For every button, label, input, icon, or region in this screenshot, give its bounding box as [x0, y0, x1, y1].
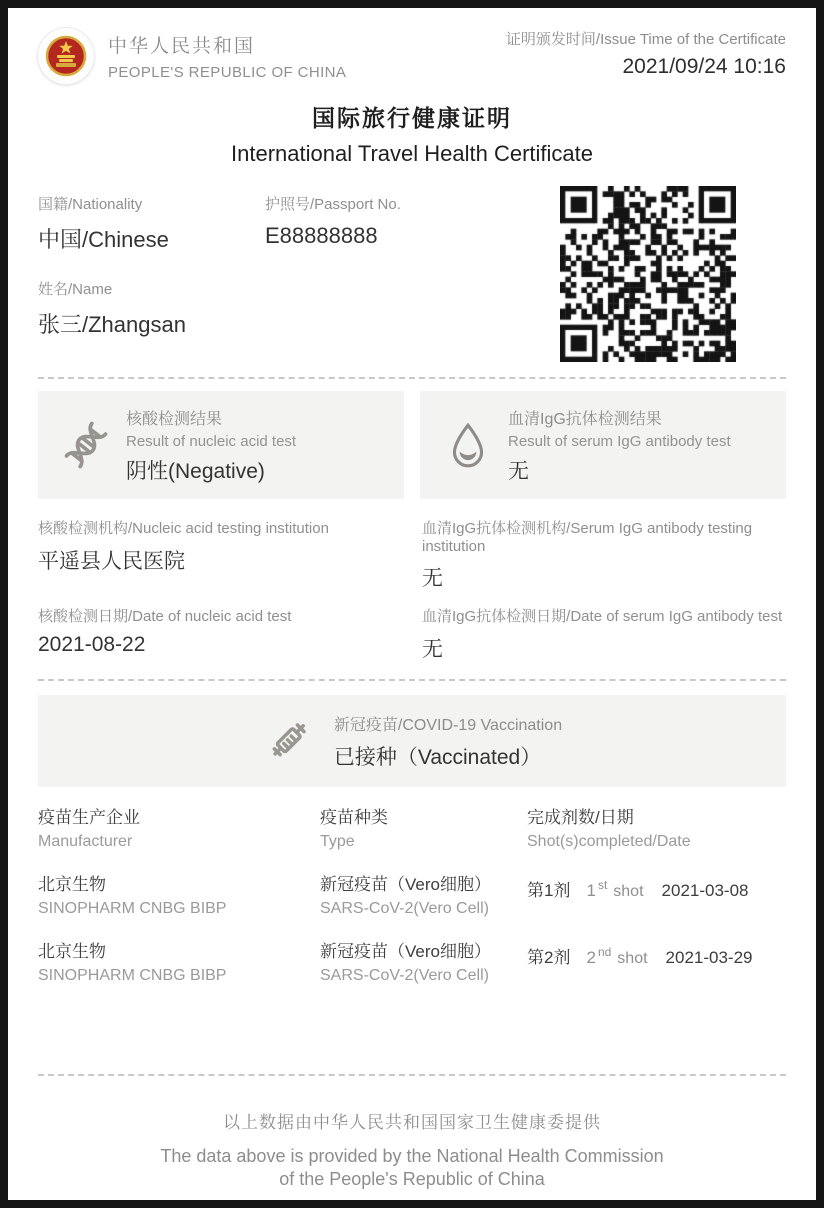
- row2-dose-word: shot: [617, 950, 648, 967]
- country-name: [108, 31, 346, 81]
- country-name-zh: 中华人民共和国: [108, 36, 256, 57]
- page-title: [38, 100, 786, 167]
- serum-institution-label: 血清IgG抗体检测机构/Serum IgG antibody testing institution: [422, 520, 753, 555]
- row2-type-en: SARS-CoV-2(Vero Cell): [320, 967, 489, 984]
- serum-date-value: 无: [422, 638, 443, 661]
- vaccination-title: 新冠疫苗/COVID-19 Vaccination: [333, 716, 563, 734]
- type-header-en: Type: [320, 833, 355, 850]
- row2-dose-number: 2: [586, 948, 596, 967]
- nucleic-institution-value: 平遥县人民医院: [38, 550, 185, 573]
- nucleic-date-label: 核酸检测日期/Date of nucleic acid test: [38, 608, 292, 625]
- nationality-field: [38, 193, 265, 254]
- serum-antibody-title-zh: 血清IgG抗体检测结果: [508, 410, 662, 428]
- vaccination-status-card: [38, 695, 786, 787]
- page-title-zh: 国际旅行健康证明: [312, 105, 512, 131]
- table-row-1-type: [320, 870, 527, 918]
- serum-institution-field: [422, 517, 786, 592]
- footer: [38, 1074, 786, 1190]
- issue-time: [506, 28, 786, 79]
- vaccination-table: [38, 803, 786, 985]
- nationality-value: 中国/Chinese: [38, 227, 169, 252]
- page-title-en: International Travel Health Certificate: [231, 141, 593, 166]
- name-label: 姓名/Name: [38, 281, 113, 298]
- row1-dose-ordinal-suffix: st: [597, 878, 608, 892]
- footer-provider-en-line1: The data above is provided by the National Health Commission: [160, 1146, 664, 1166]
- serum-antibody-result-value: 无: [508, 459, 529, 483]
- vaccination-status-value: 已接种（Vaccinated）: [333, 745, 542, 769]
- serum-antibody-title-en: Result of serum IgG antibody test: [508, 432, 731, 450]
- table-row-2-type: [320, 937, 527, 985]
- nucleic-institution-field: [38, 517, 422, 592]
- row1-dose-word: shot: [613, 883, 644, 900]
- serum-date-field: [422, 605, 786, 663]
- row1-manufacturer-en: SINOPHARM CNBG BIBP: [38, 900, 227, 917]
- header-left: [38, 28, 346, 84]
- row2-dose-ordinal-suffix: nd: [597, 945, 612, 959]
- row1-type-zh: 新冠疫苗（Vero细胞）: [320, 875, 491, 894]
- row1-dose-zh: 第1剂: [527, 881, 571, 900]
- row2-dose-date: 2021-03-29: [665, 948, 753, 967]
- passport-label: 护照号/Passport No.: [265, 196, 401, 213]
- table-row-2-shot: [527, 943, 786, 985]
- issue-time-label: 证明颁发时间/Issue Time of the Certificate: [505, 31, 786, 48]
- china-national-emblem-icon: [38, 28, 94, 84]
- qr-code: [560, 186, 736, 362]
- name-value: 张三/Zhangsan: [38, 312, 186, 337]
- test-result-cards: [38, 391, 786, 499]
- row2-manufacturer-en: SINOPHARM CNBG BIBP: [38, 967, 227, 984]
- nucleic-date-value: 2021-08-22: [38, 633, 146, 656]
- nationality-label: 国籍/Nationality: [38, 196, 143, 213]
- passport-value: E88888888: [265, 223, 378, 248]
- column-header-manufacturer: [38, 803, 320, 851]
- row2-dose-zh: 第2剂: [527, 948, 571, 967]
- issue-time-value: 2021/09/24 10:16: [622, 55, 786, 78]
- certificate-content: [8, 8, 816, 1200]
- nucleic-acid-result-value: 阴性(Negative): [126, 459, 265, 483]
- row2-manufacturer-zh: 北京生物: [38, 942, 106, 961]
- footer-provider-en: [38, 1145, 786, 1190]
- shots-header-zh: 完成剂数/日期: [527, 808, 634, 827]
- column-header-type: [320, 803, 527, 851]
- manufacturer-header-zh: 疫苗生产企业: [38, 808, 140, 827]
- serum-antibody-result-card: [420, 391, 786, 499]
- header: [38, 28, 786, 84]
- vaccination-status-text: [334, 712, 562, 771]
- nucleic-acid-title-zh: 核酸检测结果: [126, 410, 223, 428]
- row1-manufacturer-zh: 北京生物: [38, 875, 106, 894]
- row1-dose-number: 1: [586, 881, 596, 900]
- test-details-grid: [38, 517, 786, 663]
- table-row-2-manufacturer: [38, 937, 320, 985]
- dna-icon: [54, 416, 118, 474]
- syringe-icon: [262, 711, 318, 772]
- serum-antibody-result-text: [508, 406, 731, 485]
- row1-dose-date: 2021-03-08: [661, 881, 749, 900]
- nucleic-acid-title-en: Result of nucleic acid test: [126, 432, 297, 450]
- type-header-zh: 疫苗种类: [320, 808, 388, 827]
- nucleic-acid-result-text: [126, 406, 296, 485]
- passport-field: [265, 193, 401, 254]
- footer-provider-en-line2: of the People's Republic of China: [279, 1168, 545, 1189]
- footer-provider-zh: 以上数据由中华人民共和国国家卫生健康委提供: [223, 1113, 601, 1132]
- blood-drop-icon: [436, 417, 500, 473]
- row2-type-zh: 新冠疫苗（Vero细胞）: [320, 942, 491, 961]
- qr-code-container: [560, 186, 736, 362]
- dashed-divider-bottom: [38, 1074, 786, 1076]
- nucleic-acid-result-card: [38, 391, 404, 499]
- row1-type-en: SARS-CoV-2(Vero Cell): [320, 900, 489, 917]
- country-name-en: PEOPLE'S REPUBLIC OF CHINA: [108, 64, 347, 81]
- table-row-1-shot: [527, 876, 786, 918]
- dashed-divider-top: [38, 377, 786, 379]
- shots-header-en: Shot(s)completed/Date: [527, 833, 691, 850]
- table-row-1-manufacturer: [38, 870, 320, 918]
- nucleic-date-field: [38, 605, 422, 663]
- dashed-divider-middle: [38, 679, 786, 681]
- serum-date-label: 血清IgG抗体检测日期/Date of serum IgG antibody test: [422, 608, 783, 625]
- column-header-shots: [527, 803, 786, 851]
- personal-info-section: [38, 193, 786, 371]
- nucleic-institution-label: 核酸检测机构/Nucleic acid testing institution: [38, 520, 329, 537]
- manufacturer-header-en: Manufacturer: [38, 833, 133, 850]
- serum-institution-value: 无: [422, 567, 443, 590]
